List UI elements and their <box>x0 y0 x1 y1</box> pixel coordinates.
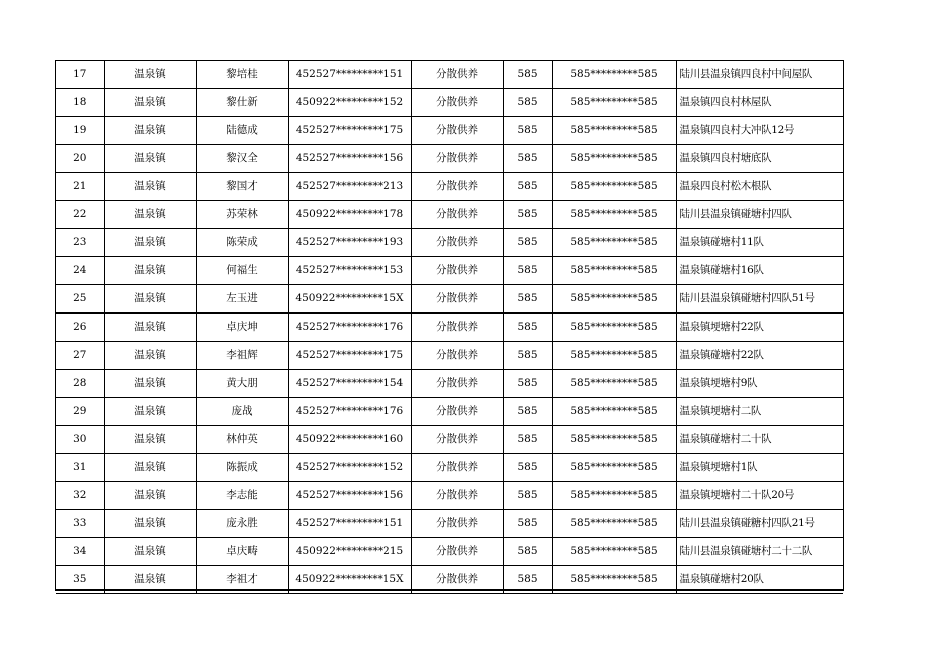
cell-name[interactable]: 黄大朋 <box>196 370 288 398</box>
cell-name[interactable]: 黎国才 <box>196 173 288 201</box>
cell-address[interactable]: 温泉镇埂塘村22队 <box>676 313 843 342</box>
cell-address[interactable]: 陆川县温泉镇碰糖村四队21号 <box>676 510 843 538</box>
cell-name[interactable]: 何福生 <box>196 257 288 285</box>
cell-no[interactable]: 30 <box>56 426 104 454</box>
cell-town[interactable]: 温泉镇 <box>104 342 196 370</box>
cell-account[interactable]: 585*********585 <box>552 173 676 201</box>
cell-support-type[interactable]: 分散供养 <box>411 566 503 594</box>
cell-amount[interactable]: 585 <box>503 257 552 285</box>
cell-amount[interactable]: 585 <box>503 426 552 454</box>
data-table <box>56 61 843 594</box>
cell-amount[interactable]: 585 <box>503 538 552 566</box>
cell-support-type[interactable]: 分散供养 <box>411 173 503 201</box>
cell-no[interactable]: 24 <box>56 257 104 285</box>
cell-support-type[interactable]: 分散供养 <box>411 117 503 145</box>
table-row <box>56 117 843 145</box>
cell-account[interactable]: 585*********585 <box>552 229 676 257</box>
cell-address[interactable]: 温泉镇碰塘村二十队 <box>676 426 843 454</box>
cell-no[interactable]: 20 <box>56 145 104 173</box>
cell-town[interactable]: 温泉镇 <box>104 145 196 173</box>
cell-no[interactable]: 17 <box>56 61 104 89</box>
cell-address[interactable]: 温泉镇四良村塘底队 <box>676 145 843 173</box>
cell-support-type[interactable]: 分散供养 <box>411 145 503 173</box>
cell-account[interactable]: 585*********585 <box>552 313 676 342</box>
cell-support-type[interactable]: 分散供养 <box>411 454 503 482</box>
cell-account[interactable]: 585*********585 <box>552 454 676 482</box>
cell-account[interactable]: 585*********585 <box>552 370 676 398</box>
cell-support-type[interactable]: 分散供养 <box>411 61 503 89</box>
cell-account[interactable]: 585*********585 <box>552 538 676 566</box>
table-row <box>56 61 843 89</box>
table-row <box>56 370 843 398</box>
cell-support-type[interactable]: 分散供养 <box>411 201 503 229</box>
cell-amount[interactable]: 585 <box>503 61 552 89</box>
cell-id-number[interactable]: 450922*********15X <box>288 566 411 594</box>
table-row <box>56 145 843 173</box>
cell-id-number[interactable]: 450922*********15X <box>288 285 411 314</box>
cell-town[interactable]: 温泉镇 <box>104 538 196 566</box>
cell-name[interactable]: 苏荣林 <box>196 201 288 229</box>
cell-town[interactable]: 温泉镇 <box>104 370 196 398</box>
cell-no[interactable]: 32 <box>56 482 104 510</box>
cell-name[interactable]: 林仲英 <box>196 426 288 454</box>
cell-address[interactable]: 温泉镇埂塘村二队 <box>676 398 843 426</box>
cell-name[interactable]: 左玉进 <box>196 285 288 314</box>
cell-address[interactable]: 温泉镇碰塘村22队 <box>676 342 843 370</box>
cell-id-number[interactable]: 450922*********152 <box>288 89 411 117</box>
cell-town[interactable]: 温泉镇 <box>104 89 196 117</box>
cell-amount[interactable]: 585 <box>503 145 552 173</box>
cell-name[interactable]: 卓庆坤 <box>196 313 288 342</box>
cell-amount[interactable]: 585 <box>503 482 552 510</box>
cell-account[interactable]: 585*********585 <box>552 426 676 454</box>
cell-amount[interactable]: 585 <box>503 229 552 257</box>
cell-amount[interactable]: 585 <box>503 117 552 145</box>
cell-name[interactable]: 陆德成 <box>196 117 288 145</box>
cell-address[interactable]: 陆川县温泉镇碰塘村二十二队 <box>676 538 843 566</box>
table-row <box>56 257 843 285</box>
cell-address[interactable]: 温泉镇碰塘村11队 <box>676 229 843 257</box>
cell-support-type[interactable]: 分散供养 <box>411 398 503 426</box>
spreadsheet-table <box>55 60 844 591</box>
cell-amount[interactable]: 585 <box>503 342 552 370</box>
cell-name[interactable]: 陈振成 <box>196 454 288 482</box>
cell-support-type[interactable]: 分散供养 <box>411 538 503 566</box>
cell-no[interactable]: 31 <box>56 454 104 482</box>
cell-support-type[interactable]: 分散供养 <box>411 342 503 370</box>
cell-id-number[interactable]: 452527*********151 <box>288 510 411 538</box>
cell-id-number[interactable]: 452527*********152 <box>288 454 411 482</box>
cell-address[interactable]: 温泉镇碰塘村20队 <box>676 566 843 594</box>
cell-town[interactable]: 温泉镇 <box>104 61 196 89</box>
cell-account[interactable]: 585*********585 <box>552 566 676 594</box>
cell-address[interactable]: 陆川县温泉镇四良村中间屋队 <box>676 61 843 89</box>
cell-town[interactable]: 温泉镇 <box>104 426 196 454</box>
cell-account[interactable]: 585*********585 <box>552 285 676 314</box>
table-row <box>56 398 843 426</box>
table-row <box>56 510 843 538</box>
cell-name[interactable]: 李志能 <box>196 482 288 510</box>
cell-support-type[interactable]: 分散供养 <box>411 229 503 257</box>
table-row <box>56 566 843 594</box>
cell-id-number[interactable]: 452527*********153 <box>288 257 411 285</box>
cell-no[interactable]: 22 <box>56 201 104 229</box>
cell-amount[interactable]: 585 <box>503 89 552 117</box>
cell-no[interactable]: 23 <box>56 229 104 257</box>
cell-id-number[interactable]: 450922*********160 <box>288 426 411 454</box>
cell-amount[interactable]: 585 <box>503 201 552 229</box>
cell-name[interactable]: 李祖辉 <box>196 342 288 370</box>
table-row <box>56 89 843 117</box>
cell-town[interactable]: 温泉镇 <box>104 201 196 229</box>
cell-account[interactable]: 585*********585 <box>552 89 676 117</box>
cell-name[interactable]: 庞战 <box>196 398 288 426</box>
table-row <box>56 482 843 510</box>
cell-account[interactable]: 585*********585 <box>552 257 676 285</box>
cell-account[interactable]: 585*********585 <box>552 61 676 89</box>
cell-town[interactable]: 温泉镇 <box>104 510 196 538</box>
cell-account[interactable]: 585*********585 <box>552 201 676 229</box>
cell-amount[interactable]: 585 <box>503 566 552 594</box>
cell-address[interactable]: 温泉镇碰塘村16队 <box>676 257 843 285</box>
cell-no[interactable]: 33 <box>56 510 104 538</box>
cell-address[interactable]: 温泉镇埂塘村二十队20号 <box>676 482 843 510</box>
cell-no[interactable]: 28 <box>56 370 104 398</box>
cell-no[interactable]: 35 <box>56 566 104 594</box>
cell-amount[interactable]: 585 <box>503 285 552 314</box>
table-row <box>56 201 843 229</box>
table-body <box>56 61 843 594</box>
cell-address[interactable]: 温泉镇四良村林屋队 <box>676 89 843 117</box>
cell-id-number[interactable]: 450922*********215 <box>288 538 411 566</box>
cell-town[interactable]: 温泉镇 <box>104 566 196 594</box>
cell-support-type[interactable]: 分散供养 <box>411 285 503 314</box>
cell-id-number[interactable]: 452527*********156 <box>288 482 411 510</box>
cell-name[interactable]: 庞永胜 <box>196 510 288 538</box>
cell-support-type[interactable]: 分散供养 <box>411 426 503 454</box>
cell-id-number[interactable]: 452527*********213 <box>288 173 411 201</box>
cell-no[interactable]: 34 <box>56 538 104 566</box>
cell-name[interactable]: 黎汉全 <box>196 145 288 173</box>
cell-id-number[interactable]: 450922*********178 <box>288 201 411 229</box>
cell-address[interactable]: 温泉镇四良村大冲队12号 <box>676 117 843 145</box>
cell-support-type[interactable]: 分散供养 <box>411 257 503 285</box>
cell-id-number[interactable]: 452527*********156 <box>288 145 411 173</box>
cell-no[interactable]: 21 <box>56 173 104 201</box>
table-row <box>56 342 843 370</box>
cell-town[interactable]: 温泉镇 <box>104 117 196 145</box>
cell-account[interactable]: 585*********585 <box>552 398 676 426</box>
cell-address[interactable]: 温泉镇埂塘村1队 <box>676 454 843 482</box>
cell-town[interactable]: 温泉镇 <box>104 398 196 426</box>
cell-amount[interactable]: 585 <box>503 454 552 482</box>
cell-no[interactable]: 26 <box>56 313 104 342</box>
cell-id-number[interactable]: 452527*********175 <box>288 117 411 145</box>
cell-amount[interactable]: 585 <box>503 370 552 398</box>
cell-amount[interactable]: 585 <box>503 398 552 426</box>
cell-town[interactable]: 温泉镇 <box>104 454 196 482</box>
cell-account[interactable]: 585*********585 <box>552 510 676 538</box>
table-row <box>56 173 843 201</box>
cell-account[interactable]: 585*********585 <box>552 482 676 510</box>
cell-town[interactable]: 温泉镇 <box>104 285 196 314</box>
cell-id-number[interactable]: 452527*********151 <box>288 61 411 89</box>
table-row <box>56 454 843 482</box>
cell-account[interactable]: 585*********585 <box>552 145 676 173</box>
cell-no[interactable]: 19 <box>56 117 104 145</box>
cell-id-number[interactable]: 452527*********175 <box>288 342 411 370</box>
cell-town[interactable]: 温泉镇 <box>104 313 196 342</box>
table-row <box>56 313 843 342</box>
cell-town[interactable]: 温泉镇 <box>104 257 196 285</box>
table-row <box>56 538 843 566</box>
table-row <box>56 285 843 314</box>
cell-town[interactable]: 温泉镇 <box>104 229 196 257</box>
cell-no[interactable]: 18 <box>56 89 104 117</box>
cell-id-number[interactable]: 452527*********193 <box>288 229 411 257</box>
cell-address[interactable]: 陆川县温泉镇碰塘村四队 <box>676 201 843 229</box>
cell-no[interactable]: 27 <box>56 342 104 370</box>
cell-support-type[interactable]: 分散供养 <box>411 510 503 538</box>
cell-no[interactable]: 29 <box>56 398 104 426</box>
cell-support-type[interactable]: 分散供养 <box>411 313 503 342</box>
cell-id-number[interactable]: 452527*********154 <box>288 370 411 398</box>
cell-id-number[interactable]: 452527*********176 <box>288 398 411 426</box>
cell-address[interactable]: 陆川县温泉镇碰塘村四队51号 <box>676 285 843 314</box>
cell-id-number[interactable]: 452527*********176 <box>288 313 411 342</box>
cell-amount[interactable]: 585 <box>503 173 552 201</box>
cell-support-type[interactable]: 分散供养 <box>411 89 503 117</box>
cell-support-type[interactable]: 分散供养 <box>411 370 503 398</box>
cell-name[interactable]: 卓庆畴 <box>196 538 288 566</box>
cell-address[interactable]: 温泉镇埂塘村9队 <box>676 370 843 398</box>
cell-name[interactable]: 黎培桂 <box>196 61 288 89</box>
cell-town[interactable]: 温泉镇 <box>104 482 196 510</box>
cell-amount[interactable]: 585 <box>503 313 552 342</box>
cell-account[interactable]: 585*********585 <box>552 342 676 370</box>
table-row <box>56 229 843 257</box>
cell-account[interactable]: 585*********585 <box>552 117 676 145</box>
cell-town[interactable]: 温泉镇 <box>104 173 196 201</box>
cell-amount[interactable]: 585 <box>503 510 552 538</box>
cell-support-type[interactable]: 分散供养 <box>411 482 503 510</box>
cell-name[interactable]: 李祖才 <box>196 566 288 594</box>
cell-name[interactable]: 黎仕新 <box>196 89 288 117</box>
table-row <box>56 426 843 454</box>
cell-address[interactable]: 温泉四良村松木根队 <box>676 173 843 201</box>
cell-no[interactable]: 25 <box>56 285 104 314</box>
cell-name[interactable]: 陈荣成 <box>196 229 288 257</box>
